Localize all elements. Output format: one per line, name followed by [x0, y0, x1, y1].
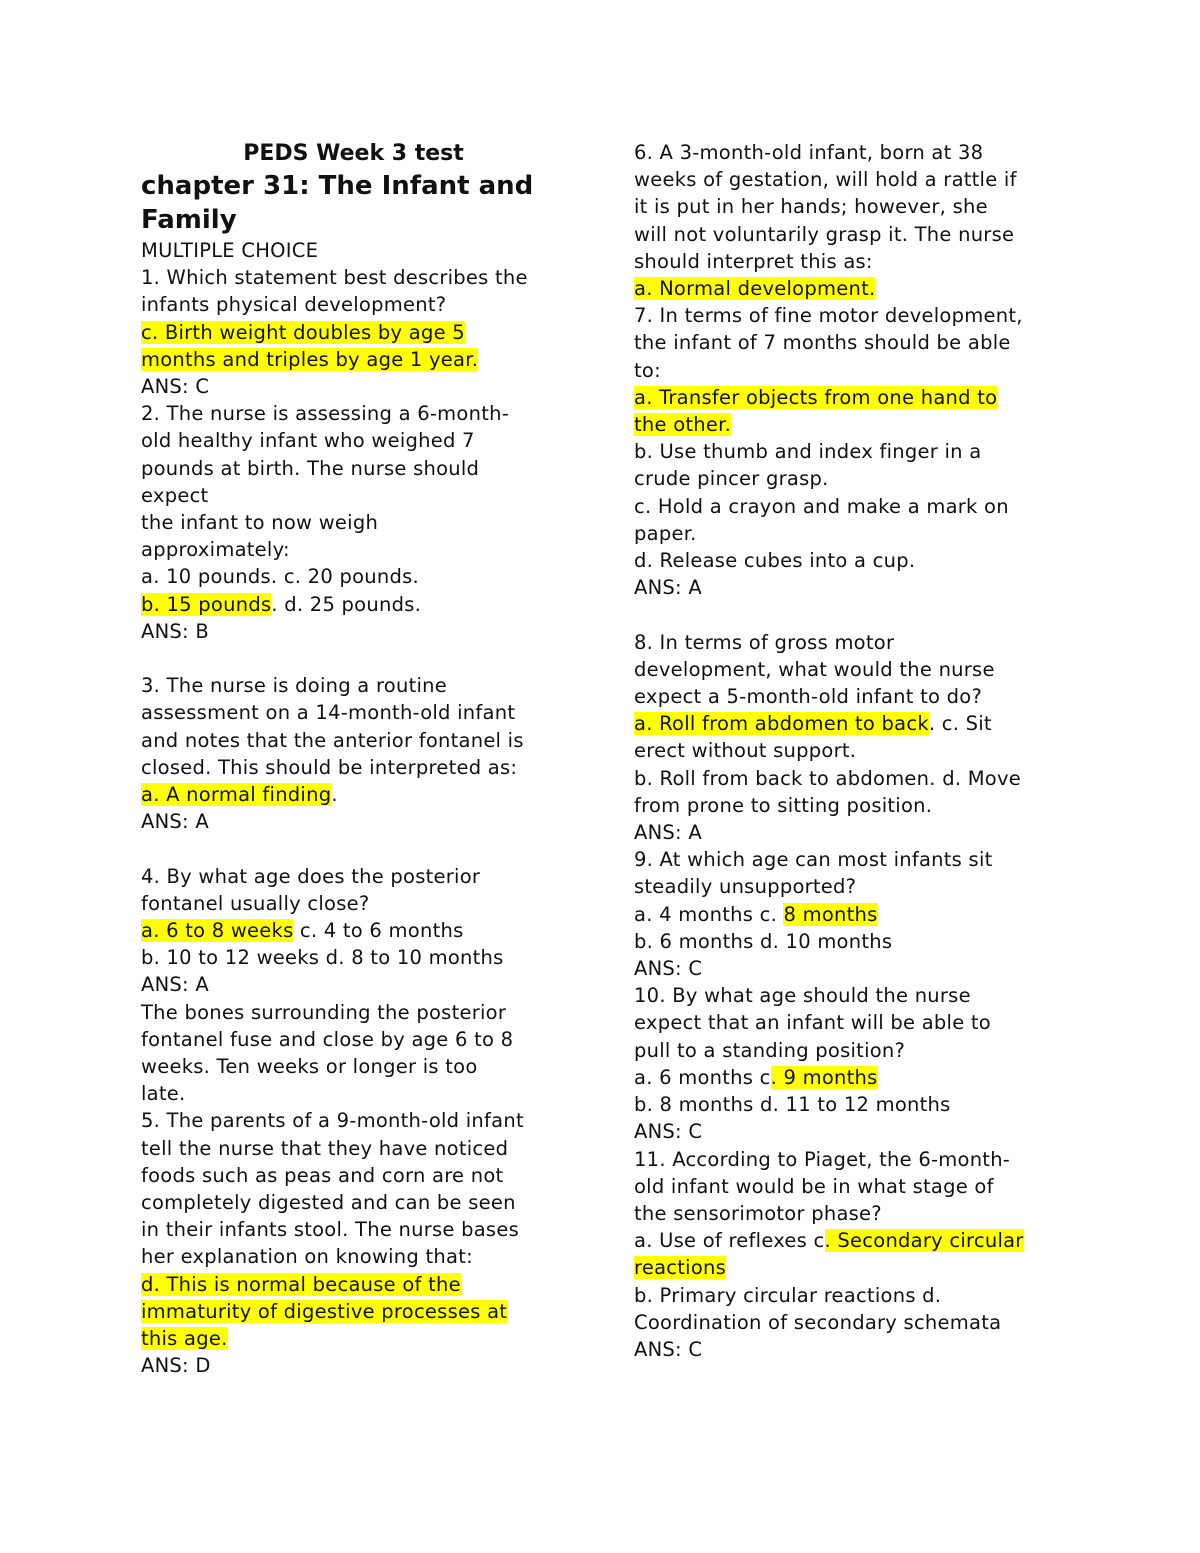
highlighted-answer: a. Transfer objects from one hand to: [634, 385, 998, 409]
right-column: [634, 139, 1064, 1363]
highlighted-answer: . Secondary circular: [824, 1229, 1024, 1253]
answer-options: b. 10 to 12 weeks d. 8 to 10 months: [141, 946, 504, 970]
question-3-text: closed. This should be interpreted as:: [141, 755, 518, 779]
answer-options: crude pincer grasp.: [634, 467, 829, 491]
spacer: [634, 601, 1064, 628]
answer-options: [141, 591, 566, 618]
question-3-text: and notes that the anterior fontanel is: [141, 728, 524, 752]
question-6-text: 6. A 3-month-old infant, born at 38: [634, 141, 984, 164]
answer-option-text: .: [331, 783, 338, 807]
question-5-text: tell the nurse that they have noticed: [141, 1136, 509, 1160]
question-2-text: old healthy infant who weighed 7: [141, 429, 475, 453]
question-11-text: the sensorimotor phase?: [634, 1201, 882, 1225]
question-6-text: will not voluntarily grasp it. The nurse: [634, 222, 1015, 246]
question-5-text: 5. The parents of a 9-month-old infant: [141, 1109, 524, 1133]
question-2-text: the infant to now weigh: [141, 511, 379, 535]
answer-option-text: . d. 25 pounds.: [271, 592, 422, 616]
chapter-heading-line-1: chapter 31: The Infant and: [141, 171, 534, 201]
highlighted-answer: reactions: [634, 1256, 727, 1280]
answer-key: ANS: C: [141, 375, 210, 399]
question-10-text: expect that an infant will be able to: [634, 1011, 991, 1035]
answer-options: b. Primary circular reactions d.: [634, 1283, 942, 1307]
question-9-text: 9. At which age can most infants sit: [634, 848, 993, 872]
answer-options: [634, 1227, 1064, 1254]
answer-option-text: . c. Sit: [928, 712, 992, 736]
highlighted-answer: immaturity of digestive processes at: [141, 1299, 508, 1323]
question-6-text: weeks of gestation, will hold a rattle if: [634, 168, 1017, 192]
answer-options: c. Hold a crayon and make a mark on: [634, 494, 1009, 518]
question-10-text: pull to a standing position?: [634, 1038, 906, 1062]
answer-options: b. 6 months d. 10 months: [634, 929, 893, 953]
answer-options: [141, 917, 566, 944]
answer-key: ANS: D: [141, 1354, 211, 1378]
question-2-text: pounds at birth. The nurse should: [141, 456, 480, 480]
question-5-text: in their infants stool. The nurse bases: [141, 1218, 519, 1242]
highlighted-answer: . 9 months: [770, 1065, 878, 1089]
highlighted-answer: a. Roll from abdomen to back: [634, 712, 929, 736]
question-10-text: 10. By what age should the nurse: [634, 984, 971, 1008]
rationale-text: late.: [141, 1082, 186, 1106]
highlighted-answer: a. A normal finding: [141, 783, 332, 807]
answer-options: b. Roll from back to abdomen. d. Move: [634, 766, 1022, 790]
question-8-text: development, what would the nurse: [634, 657, 995, 681]
question-6-text: should interpret this as:: [634, 249, 873, 273]
answer-options: erect without support.: [634, 739, 857, 763]
question-8-text: 8. In terms of gross motor: [634, 630, 895, 654]
answer-options: Coordination of secondary schemata: [634, 1310, 1002, 1334]
answer-options: d. Release cubes into a cup.: [634, 549, 916, 573]
question-11-text: old infant would be in what stage of: [634, 1174, 994, 1198]
highlighted-answer: 8 months: [783, 902, 878, 926]
answer-key: ANS: B: [141, 619, 209, 643]
highlighted-answer: c. Birth weight doubles by age 5: [141, 320, 465, 344]
question-7-text: to:: [634, 358, 661, 382]
question-4-text: fontanel usually close?: [141, 891, 370, 915]
document-title: PEDS Week 3 test: [243, 141, 464, 166]
question-2-text: approximately:: [141, 538, 290, 562]
rationale-text: weeks. Ten weeks or longer is too: [141, 1055, 478, 1079]
answer-option-text: c. 4 to 6 months: [293, 919, 464, 943]
section-label: MULTIPLE CHOICE: [141, 239, 319, 262]
question-4-text: 4. By what age does the posterior: [141, 864, 481, 888]
answer-key: ANS: C: [634, 1337, 703, 1361]
answer-options: [634, 1064, 1064, 1091]
question-2-text: expect: [141, 483, 209, 507]
rationale-text: The bones surrounding the posterior: [141, 1000, 507, 1024]
question-5-text: foods such as peas and corn are not: [141, 1163, 504, 1187]
answer-option-text: a. 4 months c.: [634, 902, 784, 926]
highlighted-answer: a. Normal development.: [634, 277, 876, 301]
spacer: [141, 645, 566, 672]
question-5-text: her explanation on knowing that:: [141, 1245, 473, 1269]
question-3-text: 3. The nurse is doing a routine: [141, 674, 447, 698]
highlighted-answer: months and triples by age 1 year.: [141, 347, 479, 371]
question-1-text: 1. Which statement best describes the: [141, 266, 528, 290]
question-8-text: expect a 5-month-old infant to do?: [634, 685, 983, 709]
highlighted-answer: a. 6 to 8 weeks: [141, 919, 294, 943]
highlighted-answer: d. This is normal because of the: [141, 1272, 461, 1296]
question-5-text: completely digested and can be seen: [141, 1191, 516, 1215]
answer-key: ANS: A: [141, 810, 209, 834]
highlighted-answer: this age.: [141, 1327, 228, 1351]
answer-options: b. Use thumb and index finger in a: [634, 440, 982, 464]
answer-option-text: a. 6 months c: [634, 1065, 771, 1089]
answer-options: from prone to sitting position.: [634, 793, 933, 817]
question-11-text: 11. According to Piaget, the 6-month-: [634, 1147, 1011, 1171]
answer-key: ANS: A: [634, 821, 702, 845]
answer-options: a. 10 pounds. c. 20 pounds.: [141, 565, 419, 589]
question-2-text: 2. The nurse is assessing a 6-month-: [141, 402, 509, 426]
question-3-text: assessment on a 14-month-old infant: [141, 701, 516, 725]
highlighted-answer: the other.: [634, 413, 732, 437]
question-7-text: 7. In terms of fine motor development,: [634, 304, 1023, 328]
answer-options: [634, 710, 1064, 737]
answer-key: ANS: C: [634, 1120, 703, 1144]
question-6-text: it is put in her hands; however, she: [634, 195, 988, 219]
answer-option-text: a. Use of reflexes c: [634, 1229, 825, 1253]
left-column: [141, 139, 566, 1380]
highlighted-answer: b. 15 pounds: [141, 592, 272, 616]
answer-options: [141, 781, 566, 808]
question-1-text: infants physical development?: [141, 293, 447, 317]
answer-options: [634, 901, 1064, 928]
answer-options: b. 8 months d. 11 to 12 months: [634, 1093, 951, 1117]
question-7-text: the infant of 7 months should be able: [634, 331, 1011, 355]
answer-key: ANS: A: [141, 973, 209, 997]
chapter-heading: [141, 169, 566, 237]
question-9-text: steadily unsupported?: [634, 875, 857, 899]
rationale-text: fontanel fuse and close by age 6 to 8: [141, 1027, 514, 1051]
chapter-heading-line-2: Family: [141, 205, 237, 235]
spacer: [141, 835, 566, 862]
answer-key: ANS: C: [634, 957, 703, 981]
answer-key: ANS: A: [634, 576, 702, 600]
answer-options: paper.: [634, 521, 697, 545]
